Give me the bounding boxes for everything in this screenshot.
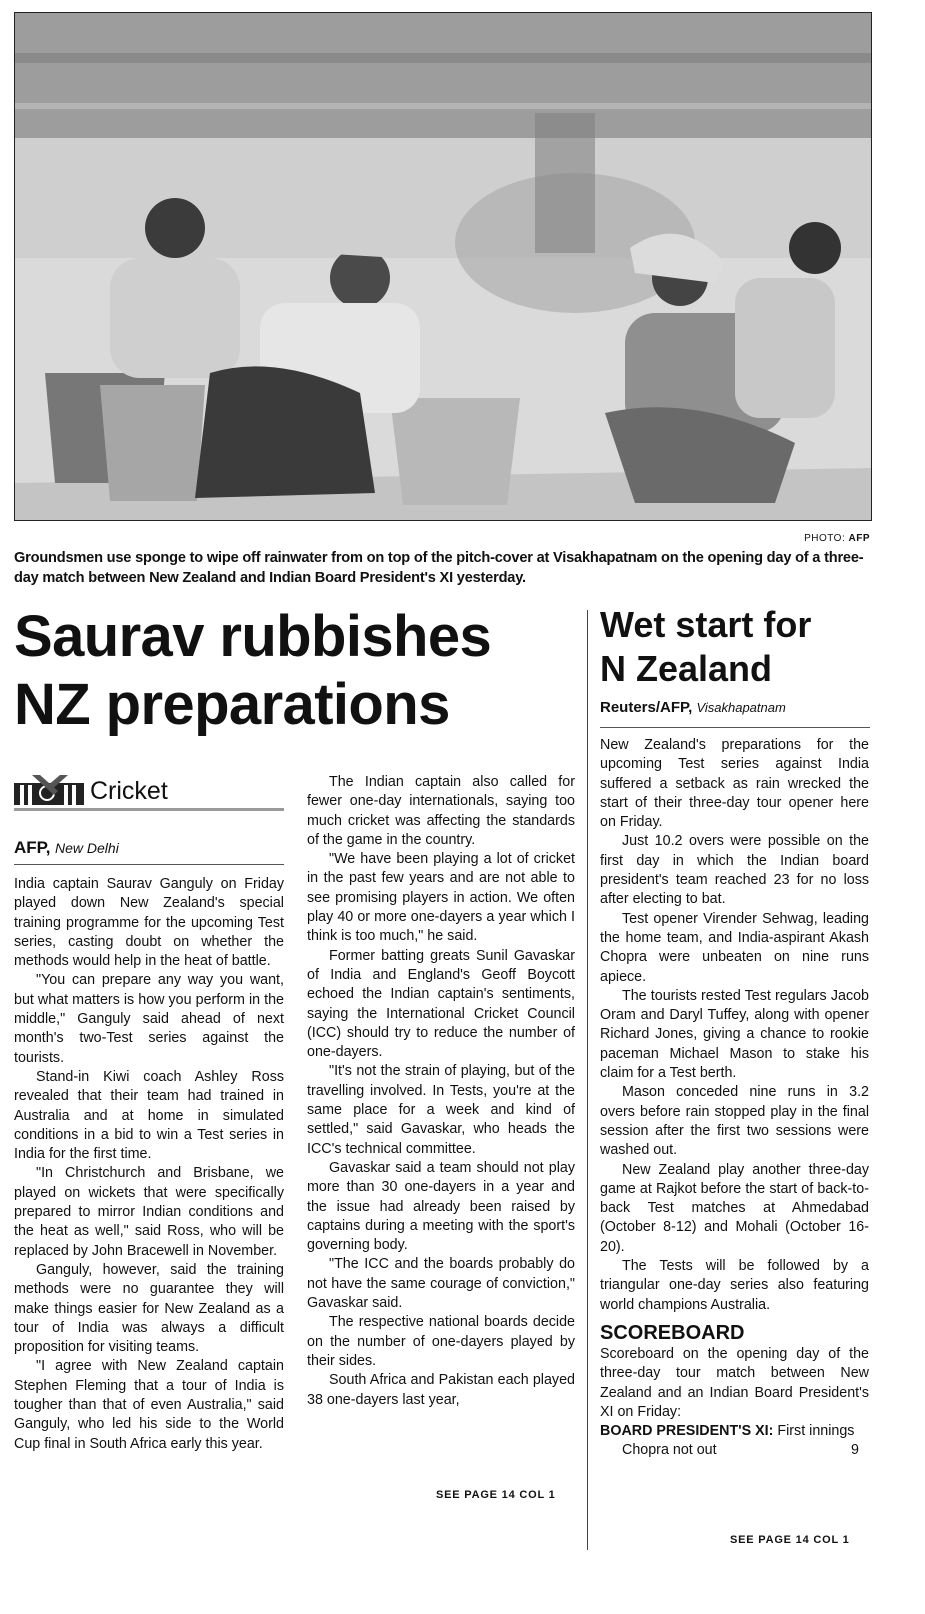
paragraph: New Zealand play another three-day game at Rajkot before the start of back-to-back Test matches at Ahmedabad (October 8-12) and Mohali (October 16-20). — [600, 1161, 869, 1255]
scoreboard-intro: Scoreboard on the opening day of the three-day tour match between New Zealand and an Indian Board President's XI on Friday: — [600, 1345, 869, 1420]
side-story-jump: SEE PAGE 14 COL 1 — [730, 1534, 850, 1546]
side-story-column — [600, 736, 869, 1461]
main-story-column-1 — [14, 875, 284, 1454]
paragraph: Test opener Virender Sehwag, leading the home team, and India-aspirant Akash Chopra were unbeaten on nine runs apiece. — [600, 910, 869, 985]
side-headline — [600, 603, 870, 691]
photo-caption: Groundsmen use sponge to wipe off rainwater from on top of the pitch-cover at Visakhapatnam on the opening day of a three-day match between New Zealand and Indian Board President's XI yesterday. — [14, 550, 864, 586]
scoreboard-team-line — [600, 1422, 869, 1441]
main-headline-line2: NZ preparations — [14, 672, 450, 737]
paragraph: "It's not the strain of playing, but of the travelling involved. In Tests, you're at the same place for a week and kind of settled," said Gavaskar, who heads the ICC's technical committee. — [307, 1063, 575, 1157]
main-byline-place: New Delhi — [55, 840, 119, 856]
paragraph: Gavaskar said a team should not play more than 30 one-dayers in a year and the issue had already been raised by captains during a meeting with the sport's governing body. — [307, 1159, 575, 1254]
main-headline-line1: Saurav rubbishes — [14, 604, 492, 669]
main-byline-agency: AFP, — [14, 838, 51, 857]
side-byline-agency: Reuters/AFP, — [600, 699, 693, 716]
photo-credit — [804, 533, 870, 544]
photo-credit-source: AFP — [848, 533, 870, 544]
cricket-logo-icon — [14, 773, 86, 811]
paragraph: "In Christchurch and Brisbane, we played on wickets that were specifically prepared to mirror Indian conditions and the heat as well," said Ross, who will be replaced by John Bracewell in November. — [14, 1165, 284, 1259]
paragraph: "I agree with New Zealand captain Stephen Fleming that a tour of India is tougher than that of even Australia," said Ganguly, who led his side to the World Cup final in South Africa early this year. — [14, 1358, 284, 1452]
paragraph: "The ICC and the boards probably do not have the same courage of conviction," Gavaskar said. — [307, 1256, 575, 1312]
groundsmen-photo-illustration — [15, 13, 871, 520]
main-story-column-2 — [307, 773, 575, 1410]
main-byline — [14, 838, 119, 858]
side-byline — [600, 699, 786, 716]
paragraph: India captain Saurav Ganguly on Friday played down New Zealand's special training programme for the upcoming Test series, casting doubt on whether the methods would help in the heat of battle. — [14, 876, 284, 970]
paragraph: "We have been playing a lot of cricket in the past few years and are not able to see promising players in action. We often play 40 or more one-dayers a year which I think is too much," he said. — [307, 851, 575, 945]
side-headline-line2: N Zealand — [600, 648, 773, 689]
section-tag — [14, 773, 284, 813]
column-divider — [587, 610, 588, 1550]
photo-credit-label: PHOTO: — [804, 533, 846, 544]
scoreboard-team: BOARD PRESIDENT'S XI: — [600, 1423, 774, 1440]
paragraph: Stand-in Kiwi coach Ashley Ross revealed that their team had trained in Australia and at home in simulated conditions in a bid to win a Test series in India for the first time. — [14, 1068, 284, 1163]
paragraph: New Zealand's preparations for the upcoming Test series against India suffered a setback as rain wrecked the start of their three-day tour opener here on Friday. — [600, 737, 869, 831]
section-tag-label: Cricket — [90, 777, 168, 805]
news-photo — [14, 12, 872, 521]
scoreboard-title: SCOREBOARD — [600, 1321, 745, 1344]
side-headline-line1: Wet start for — [600, 604, 812, 645]
paragraph: The Tests will be followed by a triangular one-day series also featuring world champions Australia. — [600, 1258, 869, 1313]
paragraph: The respective national boards decide on the number of one-dayers played by their sides. — [307, 1314, 575, 1369]
scoreboard-row — [600, 1441, 869, 1460]
paragraph: The tourists rested Test regulars Jacob Oram and Daryl Tuffey, along with opener Richard Jones, giving a chance to rookie paceman Michael Mason to stake his claim for a Test berth. — [600, 987, 869, 1082]
side-byline-rule — [600, 727, 870, 728]
main-byline-rule — [14, 864, 284, 865]
main-headline — [14, 603, 584, 739]
paragraph: Mason conceded nine runs in 3.2 overs before rain stopped play in the final session after the first two sessions were washed out. — [600, 1084, 869, 1159]
section-tag-rule — [14, 808, 284, 811]
side-byline-place: Visakhapatnam — [696, 700, 786, 715]
paragraph: Ganguly, however, said the training methods were no guarantee they will make things easier for New Zealand as a tour of India was always a difficult proposition for visiting teams. — [14, 1261, 284, 1356]
paragraph: South Africa and Pakistan each played 38 one-dayers last year, — [307, 1372, 575, 1408]
scoreboard-batter: Chopra not out — [622, 1442, 717, 1459]
scoreboard-innings: First innings — [777, 1423, 855, 1440]
paragraph: Just 10.2 overs were possible on the first day in which the Indian board president's team reached 23 for no loss after electing to bat. — [600, 833, 869, 908]
paragraph: Former batting greats Sunil Gavaskar of India and England's Geoff Boycott echoed the Indian captain's sentiments, saying the International Cricket Council (ICC) should try to reduce the number of one-dayers. — [307, 947, 575, 1061]
scoreboard-runs: 9 — [851, 1442, 859, 1459]
paragraph: The Indian captain also called for fewer one-day internationals, saying too much cricket was affecting the standards of the game in the country. — [307, 774, 575, 848]
paragraph: "You can prepare any way you want, but what matters is how you perform in the middle," Ganguly said ahead of next month's two-Test series against the tourists. — [14, 972, 284, 1066]
main-story-jump: SEE PAGE 14 COL 1 — [436, 1489, 556, 1501]
